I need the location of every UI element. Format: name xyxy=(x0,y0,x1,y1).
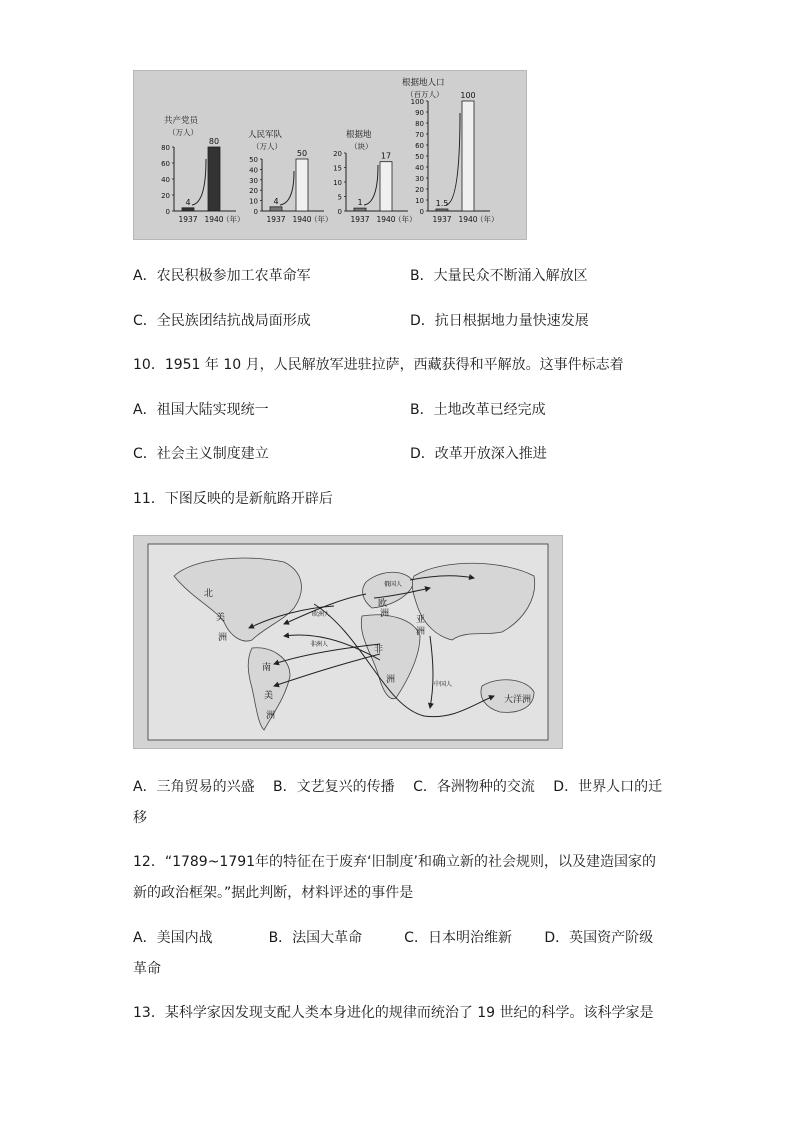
q10-stem: 10．1951 年 10 月，人民解放军进驻拉萨，西藏获得和平解放。这事件标志着 xyxy=(133,357,624,373)
chart-2-trend-arrow xyxy=(280,171,294,205)
chart-3-ytick-label: 20 xyxy=(333,150,342,158)
label-zhou-4: 洲 xyxy=(386,675,396,685)
chart-3-bar xyxy=(380,162,392,211)
label-oceania: 大洋洲 xyxy=(504,695,532,705)
chart-3-ytick-label: 5 xyxy=(337,193,342,202)
chart-4-category-label: 1940 xyxy=(458,215,478,224)
label-chinese: 中国人 xyxy=(434,681,453,688)
label-zhou-3: 洲 xyxy=(416,627,426,637)
q9-option-a[interactable]: A．农民积极参加工农革命军 xyxy=(133,268,311,284)
statistics-figure xyxy=(133,70,527,240)
label-north: 北 xyxy=(204,589,214,599)
chart-4-ytick-label: 30 xyxy=(415,175,424,183)
q13-stem: 13．某科学家因发现支配人类本身进化的规律而统治了 19 世纪的科学。该科学家是 xyxy=(133,1005,654,1021)
chart-4-ytick-label: 0 xyxy=(419,208,424,216)
chart-4-ytick-label: 80 xyxy=(415,120,424,128)
chart-3-x-unit: （年） xyxy=(394,215,417,224)
chart-2-category-label: 1940 xyxy=(292,215,312,224)
label-russian: 俄国人 xyxy=(384,581,403,588)
chart-4-value-label: 1.5 xyxy=(435,199,449,208)
label-zhou-5: 洲 xyxy=(266,711,276,721)
chart-1-category-label: 1937 xyxy=(178,215,198,224)
chart-4-ytick-label: 40 xyxy=(415,164,424,172)
q12-options-line1[interactable]: A．美国内战 B．法国大革命 C．日本明治维新 D．英国资产阶级 xyxy=(133,930,654,946)
chart-3-unit: （块） xyxy=(350,142,373,151)
chart-2-ytick-label: 20 xyxy=(249,187,258,196)
q11-options-line2: 移 xyxy=(133,810,147,826)
q10-option-a[interactable]: A．祖国大陆实现统一 xyxy=(133,402,269,418)
chart-2-bar xyxy=(270,207,282,211)
q11-stem: 11．下图反映的是新航路开辟后 xyxy=(133,491,333,507)
chart-2-ytick-label: 10 xyxy=(249,197,258,206)
chart-1-value-label: 80 xyxy=(208,137,220,146)
chart-3-bar xyxy=(354,208,366,211)
chart-4-value-label: 100 xyxy=(460,91,476,100)
chart-1-unit: （万人） xyxy=(168,128,198,137)
label-zhou-1: 洲 xyxy=(218,633,228,643)
q12-options-line2: 革命 xyxy=(133,961,161,977)
q11-options-line1[interactable]: A．三角贸易的兴盛 B．文艺复兴的传播 C．各洲物种的交流 D．世界人口的迁 xyxy=(133,779,663,795)
chart-4-category-label: 1937 xyxy=(432,215,452,224)
chart-3-trend-arrow xyxy=(364,165,378,205)
world-map xyxy=(134,536,562,748)
chart-2-value-label: 4 xyxy=(273,196,279,206)
chart-3-title: 根据地 xyxy=(346,130,372,140)
chart-4-bar xyxy=(462,101,474,211)
chart-3-ytick-label: 10 xyxy=(333,179,342,187)
q12-stem-line1: 12．“1789~1791年的特征在于废弃‘旧制度’和确立新的社会规则，以及建造国家的 xyxy=(133,854,656,870)
chart-4-trend-arrow xyxy=(446,113,460,205)
chart-2-ytick-label: 50 xyxy=(249,156,258,164)
label-africa: 非 xyxy=(374,645,384,655)
q9-option-c[interactable]: C．全民族团结抗战局面形成 xyxy=(133,313,311,329)
chart-1-value-label: 4 xyxy=(185,197,191,207)
chart-2-ytick-label: 30 xyxy=(249,176,258,185)
chart-1-title: 共产党员 xyxy=(164,116,199,126)
label-south: 南 xyxy=(262,663,272,673)
label-america-1: 美 xyxy=(216,613,226,623)
chart-3-value-label: 17 xyxy=(380,151,392,161)
chart-2-category-label: 1937 xyxy=(266,215,286,224)
label-african: 非洲人 xyxy=(310,641,329,648)
chart-1-ytick-label: 20 xyxy=(161,192,170,200)
chart-4-unit: （百万人） xyxy=(406,90,444,99)
chart-4-ytick-label: 90 xyxy=(415,109,424,117)
chart-4-x-unit: （年） xyxy=(476,215,499,224)
q9-option-d[interactable]: D．抗日根据地力量快速发展 xyxy=(410,313,589,329)
chart-1-ytick-label: 60 xyxy=(161,160,170,168)
label-america-2: 美 xyxy=(264,691,274,701)
chart-4-ytick-label: 100 xyxy=(410,98,424,106)
label-european: 欧洲人 xyxy=(312,611,331,618)
chart-3-category-label: 1937 xyxy=(350,215,370,224)
chart-1-ytick-label: 80 xyxy=(161,144,170,152)
chart-1-category-label: 1940 xyxy=(204,215,224,224)
chart-4-ytick-label: 10 xyxy=(415,197,424,205)
chart-2-ytick-label: 40 xyxy=(249,166,258,175)
chart-2-value-label: 50 xyxy=(296,149,308,158)
q12-stem-line2: 新的政治框架。”据此判断，材料评述的事件是 xyxy=(133,885,414,901)
label-zhou-2: 洲 xyxy=(380,609,390,619)
q9-option-b[interactable]: B．大量民众不断涌入解放区 xyxy=(410,268,588,284)
chart-2-bar xyxy=(296,159,308,211)
q10-option-b[interactable]: B．土地改革已经完成 xyxy=(410,402,546,418)
chart-4-ytick-label: 20 xyxy=(415,186,424,194)
chart-3-category-label: 1940 xyxy=(376,215,396,224)
label-asia: 亚 xyxy=(416,615,426,625)
chart-4-ytick-label: 70 xyxy=(415,131,424,139)
q10-option-c[interactable]: C．社会主义制度建立 xyxy=(133,446,269,462)
chart-3-value-label: 1 xyxy=(357,198,363,208)
chart-4-bar xyxy=(436,209,448,211)
chart-2-unit: （万人） xyxy=(252,142,282,151)
chart-1-x-unit: （年） xyxy=(222,215,245,224)
q10-option-d[interactable]: D．改革开放深入推进 xyxy=(410,446,547,462)
chart-1-bar xyxy=(182,208,194,211)
label-europe: 欧 xyxy=(378,599,388,609)
chart-1-bar xyxy=(208,147,220,211)
chart-3-ytick-label: 15 xyxy=(333,164,342,173)
chart-3-ytick-label: 0 xyxy=(337,208,342,216)
chart-4-title: 根据地人口 xyxy=(402,78,445,88)
world-map-figure xyxy=(133,535,563,749)
chart-4-ytick-label: 50 xyxy=(415,153,424,161)
charts-svg xyxy=(134,71,526,239)
chart-1-ytick-label: 40 xyxy=(161,176,170,184)
chart-4-ytick-label: 60 xyxy=(415,142,424,150)
chart-1-trend-arrow xyxy=(192,159,206,205)
chart-2-ytick-label: 0 xyxy=(253,208,258,216)
chart-2-title: 人民军队 xyxy=(248,130,283,140)
chart-2-x-unit: （年） xyxy=(310,215,333,224)
chart-1-ytick-label: 0 xyxy=(165,208,170,216)
